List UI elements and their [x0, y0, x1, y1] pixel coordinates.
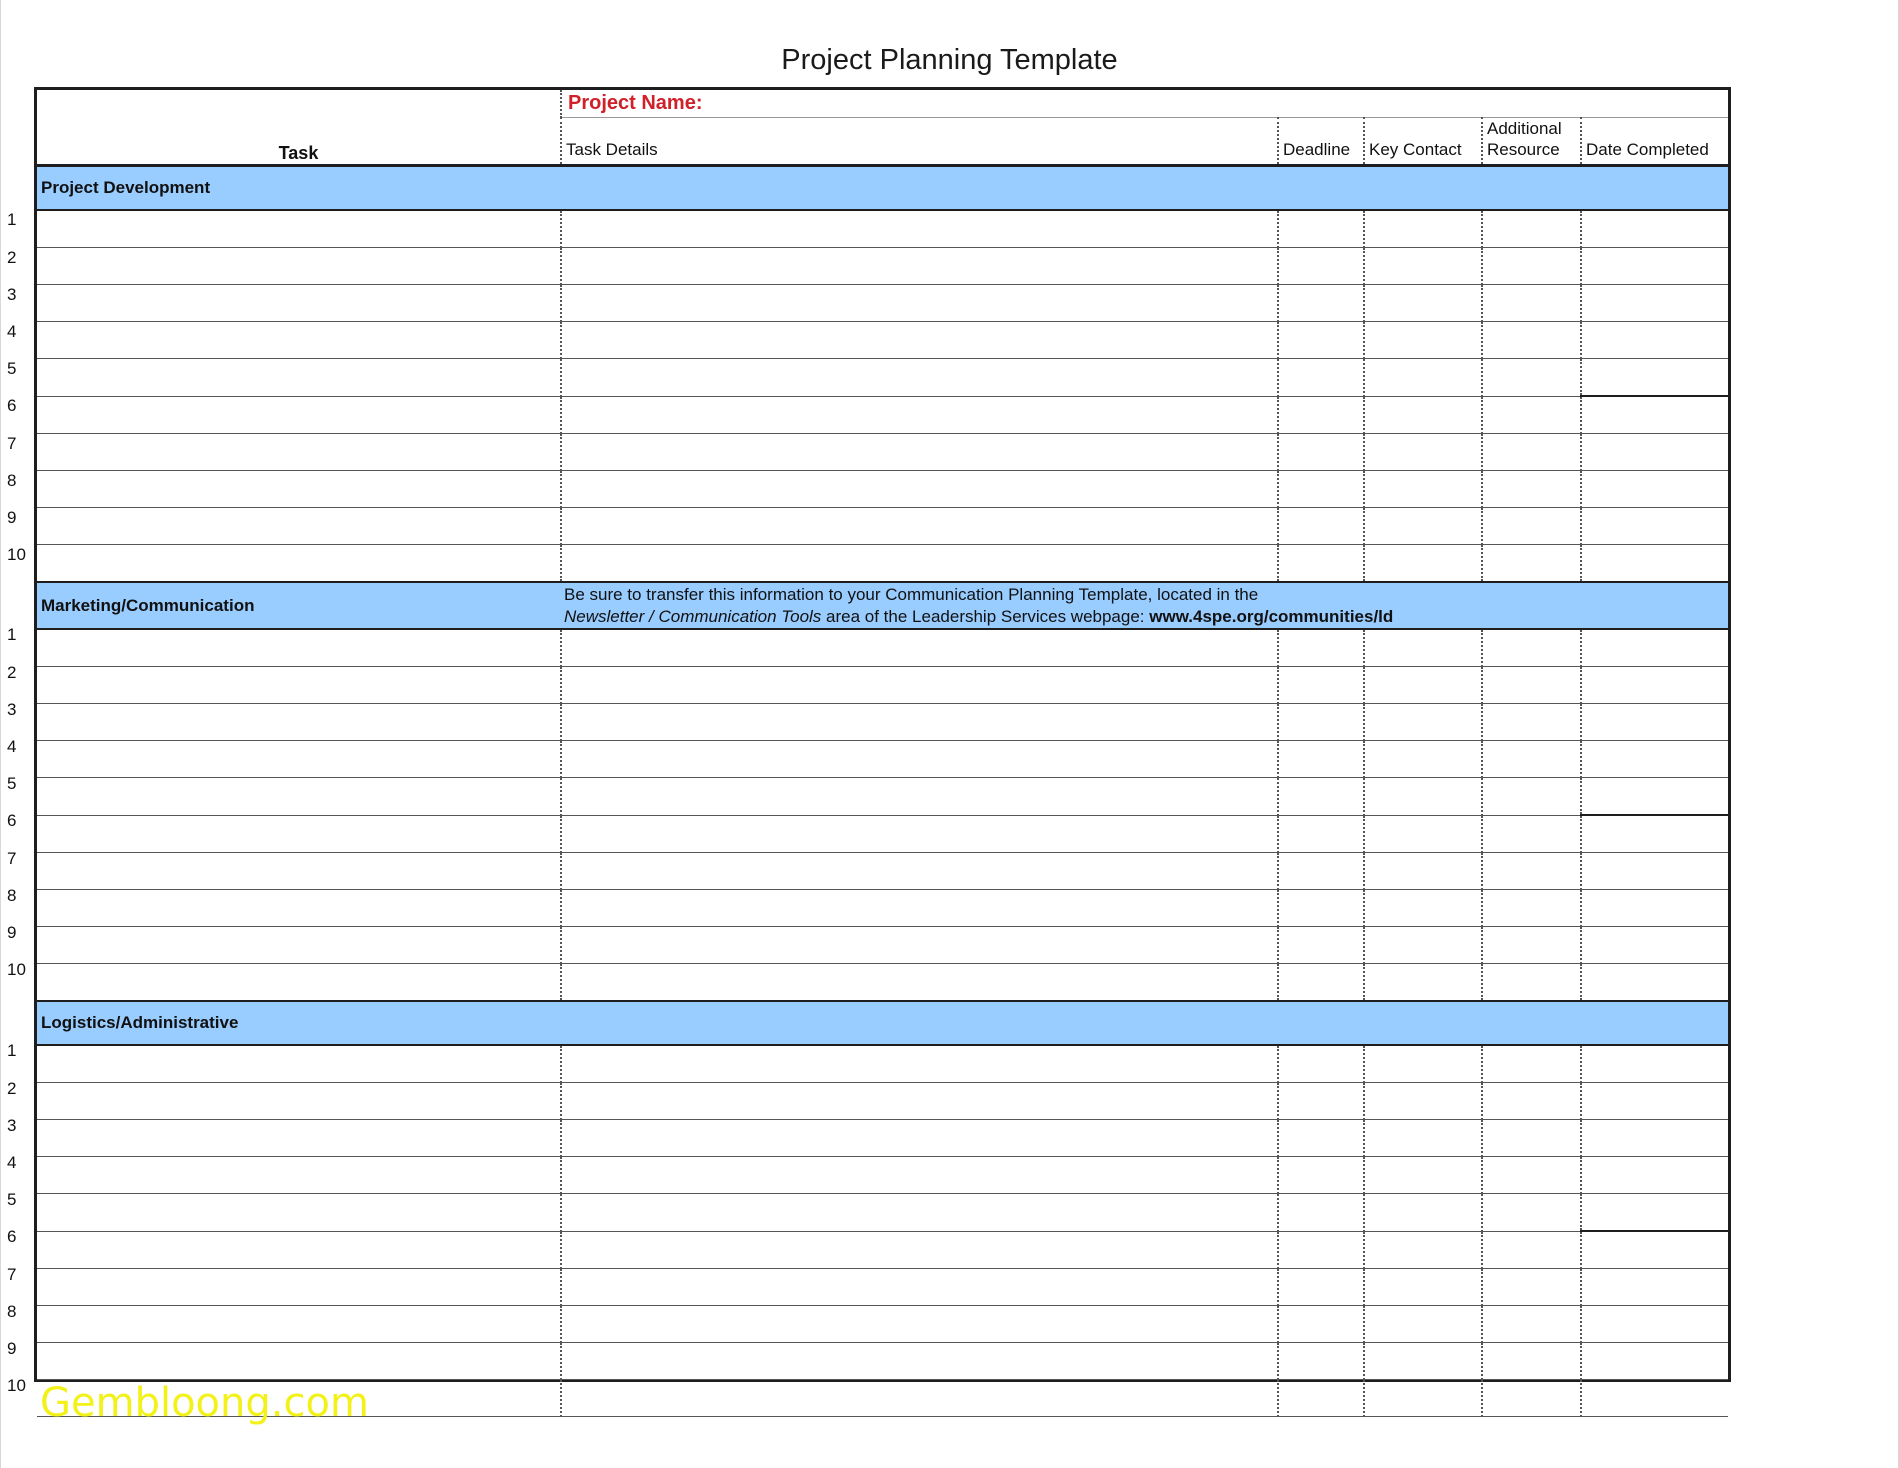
task-details-cell[interactable]	[561, 248, 1278, 285]
key-contact-cell[interactable]	[1364, 629, 1482, 667]
deadline-header: Deadline	[1278, 118, 1364, 166]
task-details-cell[interactable]	[561, 508, 1278, 545]
row-number: 6	[7, 1227, 17, 1246]
additional-resource-cell[interactable]	[1482, 285, 1581, 322]
key-contact-cell[interactable]	[1364, 667, 1482, 704]
date-completed-cell[interactable]	[1581, 927, 1728, 964]
deadline-cell[interactable]	[1278, 1157, 1364, 1194]
section-header	[37, 582, 1728, 629]
key-contact-cell[interactable]	[1364, 890, 1482, 927]
date-completed-cell[interactable]	[1581, 396, 1728, 434]
row-number: 1	[7, 625, 17, 644]
header-row-project-name	[37, 90, 1728, 118]
task-details-cell[interactable]	[561, 396, 1278, 434]
additional-resource-header: Additional Resource	[1482, 118, 1581, 166]
row-number: 1	[7, 210, 17, 229]
notice-line-1: Be sure to transfer this information to your Communication Planning Template, located in the	[564, 585, 1259, 604]
additional-resource-cell[interactable]	[1482, 853, 1581, 890]
row-number: 5	[7, 1189, 17, 1209]
deadline-cell[interactable]	[1278, 1083, 1364, 1120]
row-number: 2	[7, 662, 17, 682]
task-details-cell[interactable]	[561, 704, 1278, 741]
table-row	[37, 1194, 1728, 1232]
key-contact-cell[interactable]	[1364, 1380, 1482, 1417]
date-completed-cell[interactable]	[1581, 434, 1728, 471]
task-details-cell[interactable]	[561, 778, 1278, 816]
date-completed-cell[interactable]	[1581, 964, 1728, 1002]
row-number: 6	[7, 811, 17, 830]
deadline-cell[interactable]	[1278, 210, 1364, 248]
date-completed-cell[interactable]	[1581, 778, 1728, 816]
key-contact-cell[interactable]	[1364, 1194, 1482, 1232]
task-cell[interactable]	[37, 545, 561, 583]
table-row	[37, 1269, 1728, 1306]
watermark: Gembloong.com	[40, 1380, 369, 1426]
task-details-cell[interactable]	[561, 210, 1278, 248]
table-row	[37, 471, 1728, 508]
row-number: 7	[7, 433, 17, 453]
deadline-cell[interactable]	[1278, 1306, 1364, 1343]
key-contact-cell[interactable]	[1364, 1045, 1482, 1083]
additional-resource-cell[interactable]	[1482, 1380, 1581, 1417]
key-contact-cell[interactable]	[1364, 359, 1482, 397]
table-row	[37, 322, 1728, 359]
date-completed-cell[interactable]	[1581, 890, 1728, 927]
table-row	[37, 1231, 1728, 1269]
key-contact-cell[interactable]	[1364, 1343, 1482, 1380]
row-number: 10	[7, 1375, 26, 1395]
date-completed-cell[interactable]	[1581, 285, 1728, 322]
row-number: 4	[7, 1152, 17, 1172]
task-cell[interactable]	[37, 1083, 561, 1120]
table-row	[37, 1120, 1728, 1157]
additional-resource-cell[interactable]	[1482, 815, 1581, 853]
deadline-cell[interactable]	[1278, 1380, 1364, 1417]
date-completed-cell[interactable]	[1581, 471, 1728, 508]
deadline-cell[interactable]	[1278, 1231, 1364, 1269]
deadline-cell[interactable]	[1278, 853, 1364, 890]
additional-resource-cell[interactable]	[1482, 471, 1581, 508]
section-title: Project Development	[37, 166, 561, 211]
date-completed-cell[interactable]	[1581, 545, 1728, 583]
date-completed-cell[interactable]	[1581, 1045, 1728, 1083]
section-header	[37, 1001, 1728, 1045]
key-contact-cell[interactable]	[1364, 704, 1482, 741]
task-cell[interactable]	[37, 396, 561, 434]
additional-resource-cell[interactable]	[1482, 927, 1581, 964]
project-name-label: Project Name:	[568, 92, 703, 114]
deadline-cell[interactable]	[1278, 471, 1364, 508]
task-details-cell[interactable]	[561, 1157, 1278, 1194]
row-number: 8	[7, 1301, 17, 1321]
table-row	[37, 210, 1728, 248]
task-header-cell	[37, 90, 561, 166]
row-number: 1	[7, 1041, 17, 1060]
table-row	[37, 545, 1728, 583]
section-notes	[561, 166, 1728, 211]
key-contact-cell[interactable]	[1364, 1083, 1482, 1120]
date-completed-cell[interactable]	[1581, 322, 1728, 359]
page-title: Project Planning Template	[781, 44, 1118, 76]
additional-resource-cell[interactable]	[1482, 1194, 1581, 1232]
key-contact-cell[interactable]	[1364, 471, 1482, 508]
table-row	[37, 508, 1728, 545]
date-completed-cell[interactable]	[1581, 1120, 1728, 1157]
additional-resource-cell[interactable]	[1482, 1083, 1581, 1120]
task-cell[interactable]	[37, 667, 561, 704]
key-contact-cell[interactable]	[1364, 508, 1482, 545]
deadline-cell[interactable]	[1278, 815, 1364, 853]
additional-resource-cell[interactable]	[1482, 704, 1581, 741]
date-completed-cell[interactable]	[1581, 667, 1728, 704]
table-row	[37, 285, 1728, 322]
date-completed-cell[interactable]	[1581, 210, 1728, 248]
date-completed-cell[interactable]	[1581, 1157, 1728, 1194]
task-cell[interactable]	[37, 815, 561, 853]
additional-resource-cell[interactable]	[1482, 741, 1581, 778]
table-row	[37, 1083, 1728, 1120]
row-number: 9	[7, 922, 17, 942]
key-contact-cell[interactable]	[1364, 1306, 1482, 1343]
task-cell[interactable]	[37, 210, 561, 248]
additional-resource-cell[interactable]	[1482, 1343, 1581, 1380]
deadline-cell[interactable]	[1278, 1269, 1364, 1306]
task-cell[interactable]	[37, 1157, 561, 1194]
date-completed-cell[interactable]	[1581, 1194, 1728, 1232]
task-details-cell[interactable]	[561, 853, 1278, 890]
table-row	[37, 815, 1728, 853]
date-completed-cell[interactable]	[1581, 1269, 1728, 1306]
task-cell[interactable]	[37, 853, 561, 890]
task-details-cell[interactable]	[561, 471, 1278, 508]
row-number: 2	[7, 247, 17, 267]
deadline-cell[interactable]	[1278, 248, 1364, 285]
row-number: 3	[7, 284, 17, 304]
task-details-cell[interactable]	[561, 815, 1278, 853]
row-number: 9	[7, 1338, 17, 1358]
page-edge-left	[0, 0, 1, 1468]
deadline-cell[interactable]	[1278, 778, 1364, 816]
additional-resource-cell[interactable]	[1482, 1231, 1581, 1269]
table-row	[37, 396, 1728, 434]
table-row	[37, 1306, 1728, 1343]
row-number: 6	[7, 396, 17, 415]
task-details-cell[interactable]	[561, 890, 1278, 927]
task-details-cell[interactable]	[561, 359, 1278, 397]
deadline-cell[interactable]	[1278, 629, 1364, 667]
task-cell[interactable]	[37, 778, 561, 816]
table-row	[37, 1045, 1728, 1083]
task-column-header: Task	[278, 143, 319, 163]
task-cell[interactable]	[37, 1269, 561, 1306]
table-row	[37, 1157, 1728, 1194]
row-number: 4	[7, 736, 17, 756]
key-contact-cell[interactable]	[1364, 322, 1482, 359]
additional-resource-cell[interactable]	[1482, 667, 1581, 704]
row-number: 10	[7, 544, 26, 564]
row-number: 3	[7, 699, 17, 719]
date-completed-cell[interactable]	[1581, 1231, 1728, 1269]
notice-italic: Newsletter / Communication Tools	[564, 607, 822, 626]
table-row	[37, 629, 1728, 667]
date-completed-cell[interactable]	[1581, 1380, 1728, 1417]
section-header	[37, 166, 1728, 211]
table-row	[37, 704, 1728, 741]
planning-table	[37, 90, 1728, 1417]
project-name-cell[interactable]	[561, 90, 1728, 118]
table-row	[37, 853, 1728, 890]
key-contact-header: Key Contact	[1364, 118, 1482, 166]
key-contact-cell[interactable]	[1364, 285, 1482, 322]
planning-sheet	[34, 87, 1731, 1382]
deadline-cell[interactable]	[1278, 704, 1364, 741]
table-row	[37, 964, 1728, 1002]
task-details-cell[interactable]	[561, 1045, 1278, 1083]
task-cell[interactable]	[37, 964, 561, 1002]
table-row	[37, 1343, 1728, 1380]
date-completed-cell[interactable]	[1581, 629, 1728, 667]
date-completed-cell[interactable]	[1581, 853, 1728, 890]
row-number: 5	[7, 358, 17, 378]
key-contact-cell[interactable]	[1364, 853, 1482, 890]
row-number: 8	[7, 470, 17, 490]
key-contact-cell[interactable]	[1364, 545, 1482, 583]
additional-resource-cell[interactable]	[1482, 1157, 1581, 1194]
section-notes	[561, 582, 1728, 629]
task-details-cell[interactable]	[561, 667, 1278, 704]
task-cell[interactable]	[37, 1231, 561, 1269]
key-contact-cell[interactable]	[1364, 210, 1482, 248]
section-title: Logistics/Administrative	[37, 1001, 561, 1045]
task-details-cell[interactable]	[561, 741, 1278, 778]
row-number: 5	[7, 773, 17, 793]
date-completed-cell[interactable]	[1581, 508, 1728, 545]
date-completed-header: Date Completed	[1581, 118, 1728, 166]
table-row	[37, 741, 1728, 778]
task-details-cell[interactable]	[561, 322, 1278, 359]
deadline-cell[interactable]	[1278, 927, 1364, 964]
deadline-cell[interactable]	[1278, 359, 1364, 397]
deadline-cell[interactable]	[1278, 741, 1364, 778]
deadline-cell[interactable]	[1278, 322, 1364, 359]
additional-resource-cell[interactable]	[1482, 359, 1581, 397]
task-details-cell[interactable]	[561, 1306, 1278, 1343]
key-contact-cell[interactable]	[1364, 248, 1482, 285]
task-cell[interactable]	[37, 1120, 561, 1157]
table-row	[37, 434, 1728, 471]
date-completed-cell[interactable]	[1581, 741, 1728, 778]
task-details-cell[interactable]	[561, 285, 1278, 322]
key-contact-cell[interactable]	[1364, 927, 1482, 964]
task-details-cell[interactable]	[561, 927, 1278, 964]
deadline-cell[interactable]	[1278, 508, 1364, 545]
key-contact-cell[interactable]	[1364, 741, 1482, 778]
task-cell[interactable]	[37, 629, 561, 667]
date-completed-cell[interactable]	[1581, 359, 1728, 397]
additional-resource-cell[interactable]	[1482, 434, 1581, 471]
task-cell[interactable]	[37, 322, 561, 359]
row-number: 9	[7, 507, 17, 527]
task-cell[interactable]	[37, 1194, 561, 1232]
task-details-header: Task Details	[561, 118, 1278, 166]
task-details-cell[interactable]	[561, 964, 1278, 1002]
deadline-cell[interactable]	[1278, 1045, 1364, 1083]
task-details-cell[interactable]	[561, 1231, 1278, 1269]
key-contact-cell[interactable]	[1364, 815, 1482, 853]
table-row	[37, 890, 1728, 927]
task-cell[interactable]	[37, 285, 561, 322]
task-details-cell[interactable]	[561, 1194, 1278, 1232]
task-details-cell[interactable]	[561, 1380, 1278, 1417]
task-cell[interactable]	[37, 741, 561, 778]
task-cell[interactable]	[37, 508, 561, 545]
row-number: 7	[7, 1264, 17, 1284]
row-number: 7	[7, 848, 17, 868]
task-cell[interactable]	[37, 359, 561, 397]
additional-resource-cell[interactable]	[1482, 1045, 1581, 1083]
row-number: 3	[7, 1115, 17, 1135]
key-contact-cell[interactable]	[1364, 778, 1482, 816]
additional-resource-cell[interactable]	[1482, 890, 1581, 927]
task-cell[interactable]	[37, 1306, 561, 1343]
section-title: Marketing/Communication	[37, 582, 561, 629]
additional-resource-cell[interactable]	[1482, 1269, 1581, 1306]
additional-resource-cell[interactable]	[1482, 1120, 1581, 1157]
additional-resource-cell[interactable]	[1482, 508, 1581, 545]
date-completed-cell[interactable]	[1581, 1343, 1728, 1380]
additional-resource-cell[interactable]	[1482, 629, 1581, 667]
deadline-cell[interactable]	[1278, 1194, 1364, 1232]
task-details-cell[interactable]	[561, 1083, 1278, 1120]
deadline-cell[interactable]	[1278, 1120, 1364, 1157]
key-contact-cell[interactable]	[1364, 964, 1482, 1002]
deadline-cell[interactable]	[1278, 1343, 1364, 1380]
section-notes	[561, 1001, 1728, 1045]
key-contact-cell[interactable]	[1364, 434, 1482, 471]
task-details-cell[interactable]	[561, 434, 1278, 471]
task-cell[interactable]	[37, 1343, 561, 1380]
task-cell[interactable]	[37, 434, 561, 471]
date-completed-cell[interactable]	[1581, 704, 1728, 741]
table-row	[37, 778, 1728, 816]
date-completed-cell[interactable]	[1581, 1306, 1728, 1343]
task-cell[interactable]	[37, 1045, 561, 1083]
key-contact-cell[interactable]	[1364, 1120, 1482, 1157]
additional-resource-cell[interactable]	[1482, 396, 1581, 434]
table-row	[37, 927, 1728, 964]
additional-resource-cell[interactable]	[1482, 778, 1581, 816]
transfer-notice	[564, 583, 1728, 628]
key-contact-cell[interactable]	[1364, 396, 1482, 434]
deadline-cell[interactable]	[1278, 285, 1364, 322]
date-completed-cell[interactable]	[1581, 1083, 1728, 1120]
deadline-cell[interactable]	[1278, 434, 1364, 471]
task-cell[interactable]	[37, 471, 561, 508]
table-row	[37, 359, 1728, 397]
additional-resource-cell[interactable]	[1482, 964, 1581, 1002]
row-number: 2	[7, 1078, 17, 1098]
additional-resource-cell[interactable]	[1482, 545, 1581, 583]
notice-line-2	[564, 606, 1728, 628]
task-details-cell[interactable]	[561, 545, 1278, 583]
task-cell[interactable]	[37, 704, 561, 741]
notice-mid: area of the Leadership Services webpage:	[821, 607, 1150, 626]
key-contact-cell[interactable]	[1364, 1157, 1482, 1194]
row-number: 10	[7, 959, 26, 979]
task-details-cell[interactable]	[561, 1343, 1278, 1380]
notice-link[interactable]: www.4spe.org/communities/ld	[1149, 607, 1394, 626]
additional-resource-cell[interactable]	[1482, 1306, 1581, 1343]
key-contact-cell[interactable]	[1364, 1231, 1482, 1269]
task-details-cell[interactable]	[561, 1269, 1278, 1306]
task-details-cell[interactable]	[561, 629, 1278, 667]
deadline-cell[interactable]	[1278, 964, 1364, 1002]
additional-resource-cell[interactable]	[1482, 210, 1581, 248]
task-cell[interactable]	[37, 890, 561, 927]
task-cell[interactable]	[37, 248, 561, 285]
deadline-cell[interactable]	[1278, 667, 1364, 704]
task-cell[interactable]	[37, 927, 561, 964]
date-completed-cell[interactable]	[1581, 248, 1728, 285]
table-row	[37, 248, 1728, 285]
additional-resource-cell[interactable]	[1482, 322, 1581, 359]
deadline-cell[interactable]	[1278, 396, 1364, 434]
task-details-cell[interactable]	[561, 1120, 1278, 1157]
table-row	[37, 667, 1728, 704]
date-completed-cell[interactable]	[1581, 815, 1728, 853]
key-contact-cell[interactable]	[1364, 1269, 1482, 1306]
deadline-cell[interactable]	[1278, 545, 1364, 583]
row-number: 8	[7, 885, 17, 905]
row-number: 4	[7, 321, 17, 341]
deadline-cell[interactable]	[1278, 890, 1364, 927]
additional-resource-cell[interactable]	[1482, 248, 1581, 285]
